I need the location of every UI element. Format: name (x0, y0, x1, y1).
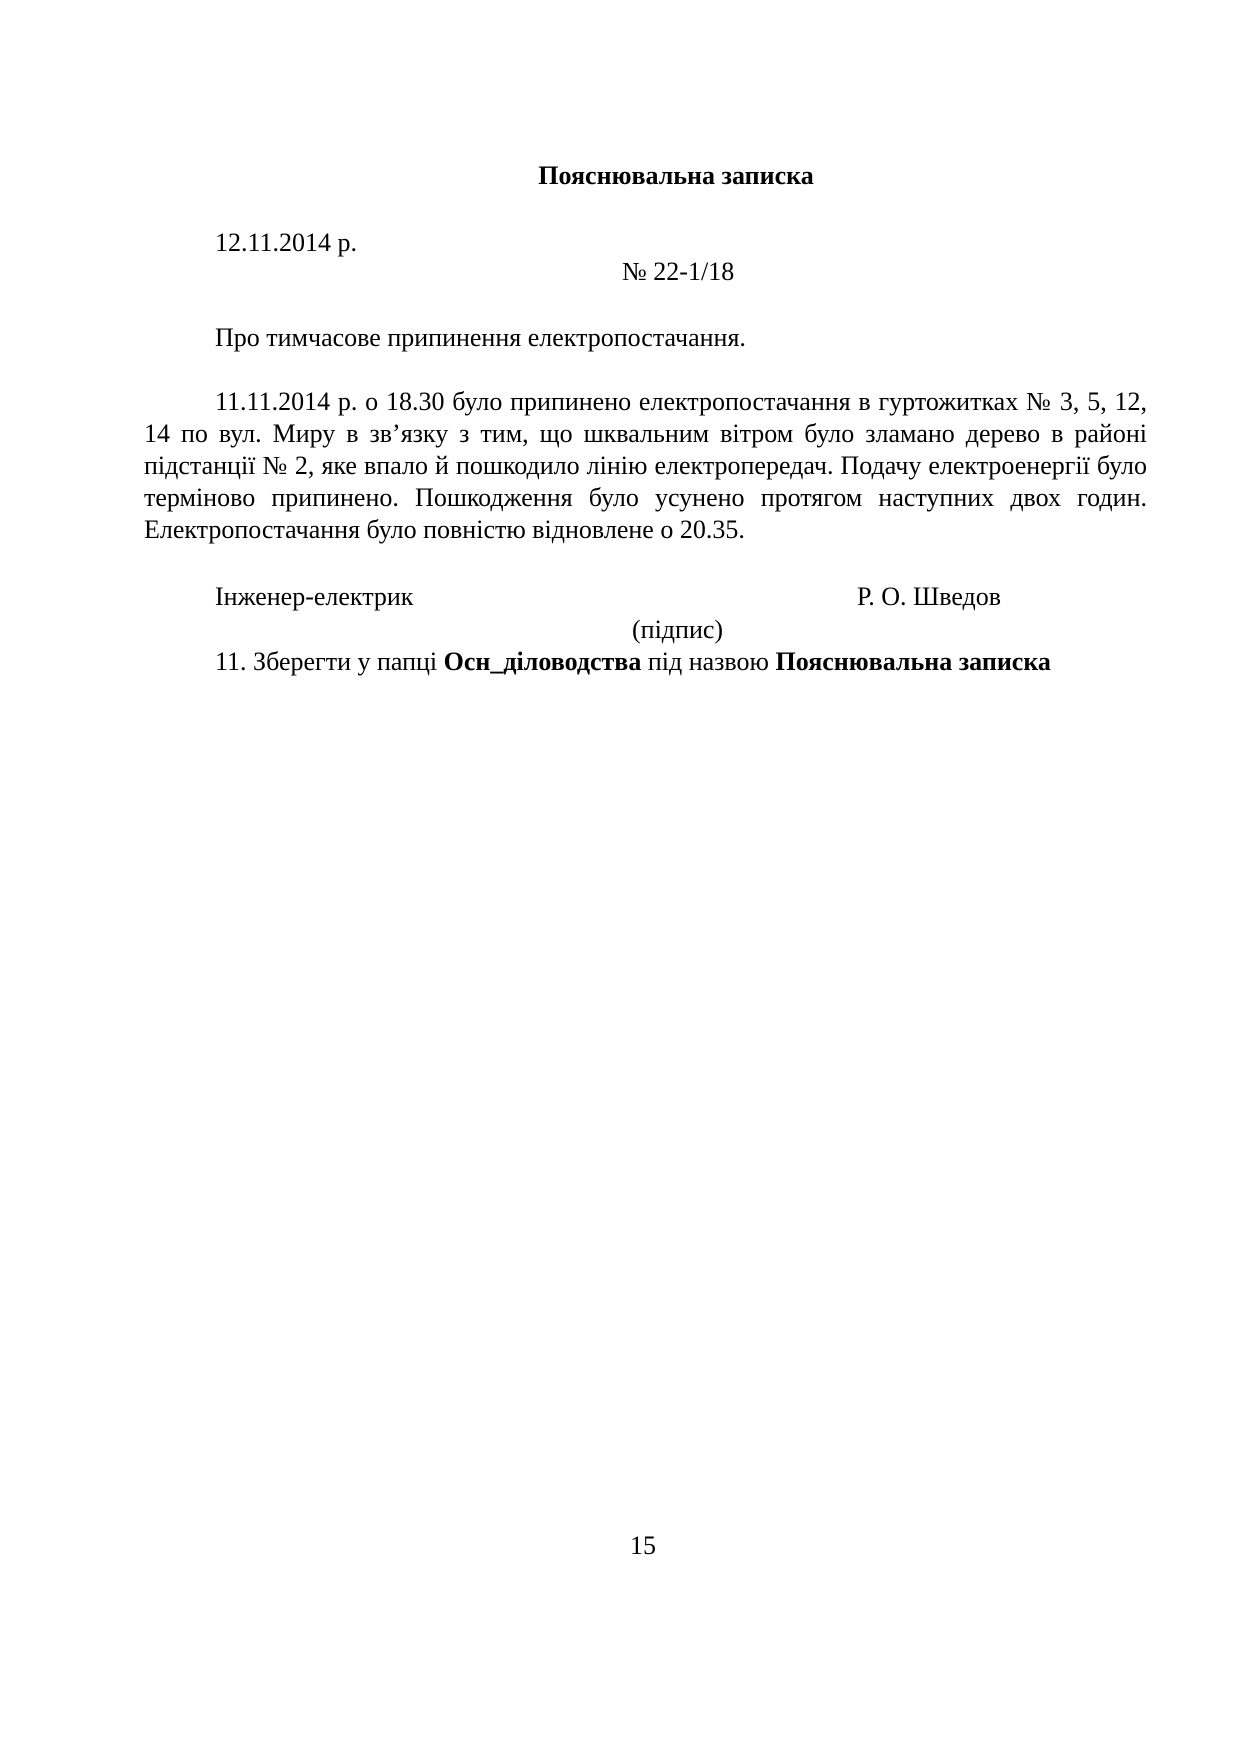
document-title: Пояснювальна записка (538, 161, 814, 190)
signature-caption: (підпис) (632, 615, 724, 644)
instruction-filename: Пояснювальна записка (775, 647, 1051, 676)
signer-position: Інженер-електрик (215, 582, 414, 611)
instruction-folder: Осн_діловодства (443, 647, 642, 676)
instruction-number: 11. (215, 647, 247, 676)
document-body-text: 11.11.2014 р. о 18.30 було припинено електропостачання в гуртожитках № 3, 5, 12, 14 по вул. Миру в зв’язку з тим, що шквальним вітром було зламано дерево в районі підстанції № 2, яке впало й пошкодило лінію електропередач. Подачу електроенергії було терміново припинено. Пошкодження було усунено протягом наступних двох годин. Електропостачання було повністю відновлене о 20.35. (144, 387, 1147, 544)
page-number: 15 (630, 1531, 656, 1560)
document-body (144, 386, 1147, 546)
document-date: 12.11.2014 р. (215, 228, 358, 257)
instruction-text-before: Зберегти у папці (253, 647, 438, 676)
instruction-text-middle: під назвою (647, 647, 769, 676)
signer-name: Р. О. Шведов (857, 582, 1002, 611)
document-number: № 22-1/18 (622, 257, 735, 286)
document-subject: Про тимчасове припинення електропостачання. (215, 323, 746, 352)
save-instruction (144, 646, 1147, 678)
